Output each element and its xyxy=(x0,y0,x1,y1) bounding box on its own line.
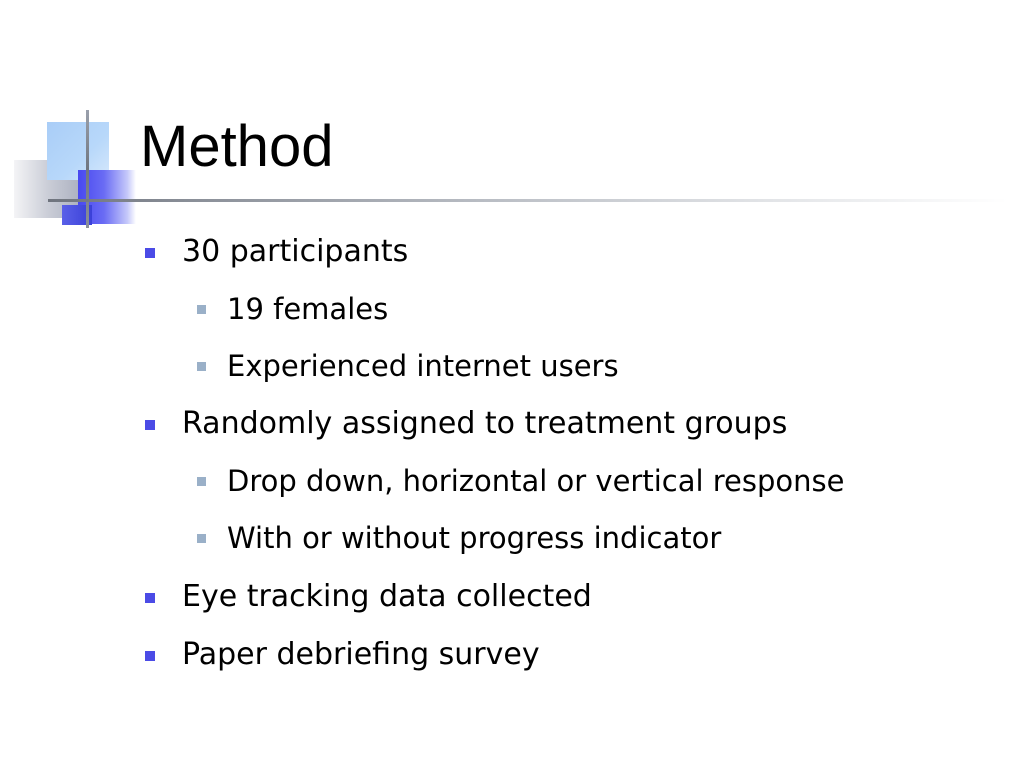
title-underline xyxy=(48,199,1008,202)
slide-title: Method xyxy=(140,114,334,179)
sub-bullet-item xyxy=(227,291,388,327)
bullet-item xyxy=(182,405,787,443)
decorative-vertical-line xyxy=(86,110,89,228)
bullet-text: 19 females xyxy=(227,292,389,326)
square-bullet-icon xyxy=(145,593,155,603)
bullet-text: Experienced internet users xyxy=(227,349,619,383)
square-bullet-icon xyxy=(145,651,155,661)
bullet-text: Randomly assigned to treatment groups xyxy=(182,406,788,441)
square-bullet-icon xyxy=(197,477,206,486)
bullet-text: With or without progress indicator xyxy=(227,521,722,555)
bullet-item xyxy=(182,233,408,271)
bullet-text: Paper debriefing survey xyxy=(182,637,540,672)
square-bullet-icon xyxy=(197,534,206,543)
bullet-text: Eye tracking data collected xyxy=(182,579,592,614)
square-bullet-icon xyxy=(197,305,206,314)
bullet-item xyxy=(182,636,540,674)
square-bullet-icon xyxy=(197,362,206,371)
sub-bullet-item xyxy=(227,348,619,384)
bullet-item xyxy=(182,578,592,616)
bullet-text: 30 participants xyxy=(182,234,409,269)
sub-bullet-item xyxy=(227,463,844,499)
bullet-text: Drop down, horizontal or vertical response xyxy=(227,464,845,498)
square-bullet-icon xyxy=(145,248,155,258)
sub-bullet-item xyxy=(227,520,721,556)
square-bullet-icon xyxy=(145,420,155,430)
